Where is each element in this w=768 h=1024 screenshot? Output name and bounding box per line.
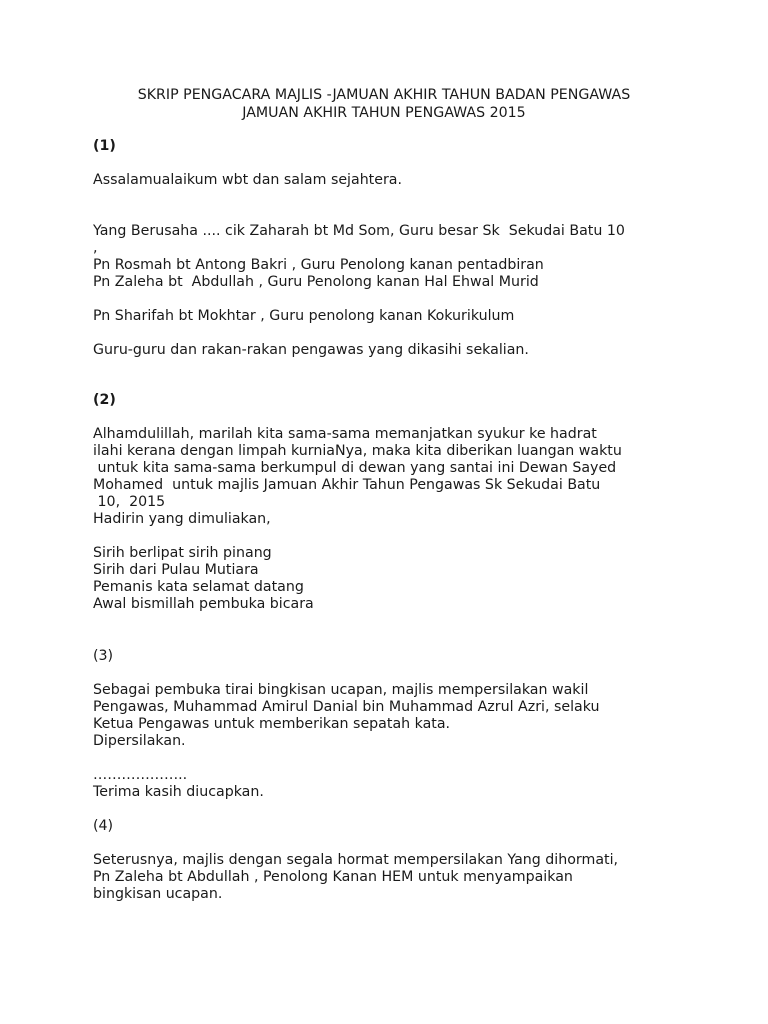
section-4-line-2: Pn Zaleha bt Abdullah , Penolong Kanan HEM untuk menyampaikan (93, 869, 573, 885)
guest-line-1-cont: , (93, 240, 98, 256)
guest-line-4: Pn Sharifah bt Mokhtar , Guru penolong kanan Kokurikulum (93, 308, 515, 324)
pantun-line-4: Awal bismillah pembuka bicara (93, 596, 314, 612)
section-3-dots: ……………….. (93, 767, 188, 783)
pantun-line-3: Pemanis kata selamat datang (93, 579, 304, 595)
section-3-line-2: Pengawas, Muhammad Amirul Danial bin Muhammad Azrul Azri, selaku (93, 699, 600, 715)
section-4-heading: (4) (93, 818, 114, 834)
guest-line-3: Pn Zaleha bt Abdullah , Guru Penolong kanan Hal Ehwal Murid (93, 274, 539, 290)
section-4-line-3: bingkisan ucapan. (93, 886, 223, 902)
section-2-heading: (2) (93, 392, 116, 408)
section-2-line-6: Hadirin yang dimuliakan, (93, 511, 271, 527)
section-2-line-5: 10, 2015 (93, 494, 166, 510)
section-3-line-4: Dipersilakan. (93, 733, 186, 749)
guest-line-2: Pn Rosmah bt Antong Bakri , Guru Penolong kanan pentadbiran (93, 257, 544, 273)
pantun-line-2: Sirih dari Pulau Mutiara (93, 562, 259, 578)
document-title-line-2: JAMUAN AKHIR TAHUN PENGAWAS 2015 (242, 105, 526, 121)
section-1-heading: (1) (93, 138, 116, 154)
guest-line-5: Guru-guru dan rakan-rakan pengawas yang dikasihi sekalian. (93, 342, 529, 358)
section-2-line-3: untuk kita sama-sama berkumpul di dewan yang santai ini Dewan Sayed (93, 460, 617, 476)
section-4-line-1: Seterusnya, majlis dengan segala hormat mempersilakan Yang dihormati, (93, 852, 619, 868)
section-2-line-2: ilahi kerana dengan limpah kurniaNya, maka kita diberikan luangan waktu (93, 443, 622, 459)
section-3-heading: (3) (93, 648, 114, 664)
section-2-line-4: Mohamed untuk majlis Jamuan Akhir Tahun Pengawas Sk Sekudai Batu (93, 477, 601, 493)
pantun-line-1: Sirih berlipat sirih pinang (93, 545, 272, 561)
section-3-thanks: Terima kasih diucapkan. (93, 784, 264, 800)
guest-line-1: Yang Berusaha .... cik Zaharah bt Md Som, Guru besar Sk Sekudai Batu 10 (93, 223, 625, 239)
section-2-line-1: Alhamdulillah, marilah kita sama-sama memanjatkan syukur ke hadrat (93, 426, 597, 442)
document-title-line-1: SKRIP PENGACARA MAJLIS -JAMUAN AKHIR TAHUN BADAN PENGAWAS (137, 87, 631, 103)
section-3-line-3: Ketua Pengawas untuk memberikan sepatah kata. (93, 716, 451, 732)
section-3-line-1: Sebagai pembuka tirai bingkisan ucapan, majlis mempersilakan wakil (93, 682, 589, 698)
greeting-line: Assalamualaikum wbt dan salam sejahtera. (93, 172, 403, 188)
